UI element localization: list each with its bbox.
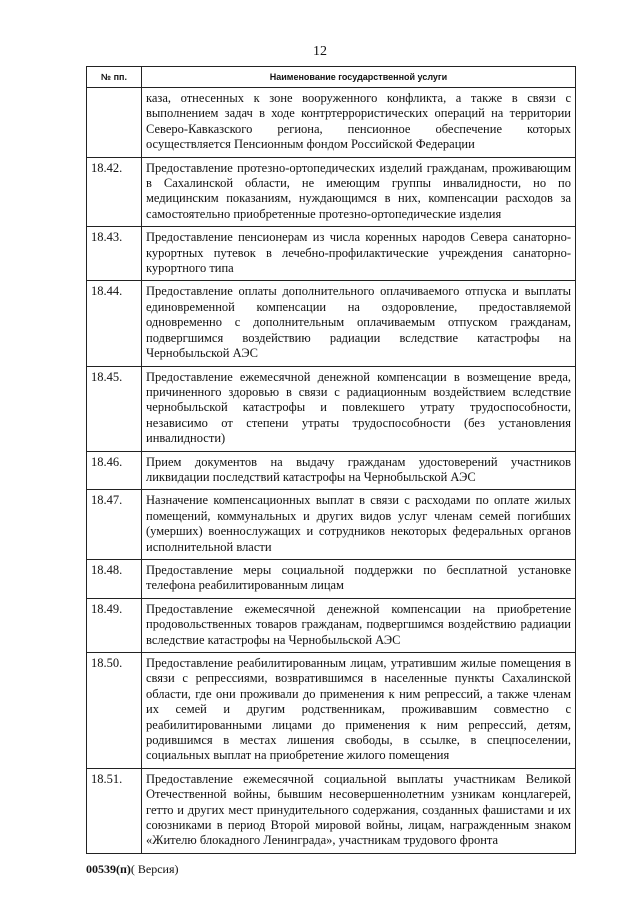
document-code: 00539(п) [86,862,131,876]
row-num [87,88,142,158]
row-text: Предоставление меры социальной поддержки по бесплатной установке телефона реабилитированным лицам [142,559,576,598]
table-header-row [87,67,576,88]
row-num: 18.44. [87,281,142,366]
row-num: 18.51. [87,768,142,853]
row-text: Назначение компенсационных выплат в связи с расходами по оплате жилых помещений, коммунальных и других видов услуг членам семей погибших (умерших) военнослужащих и сотрудников некоторых федеральных органов исполнительной власти [142,490,576,560]
row-num: 18.45. [87,366,142,451]
page-number: 12 [313,44,327,59]
row-num: 18.47. [87,490,142,560]
table-row [87,559,576,598]
table-row [87,653,576,769]
row-text: Предоставление протезно-ортопедических изделий гражданам, проживающим в Сахалинской области, не имеющим группы инвалидности, но по медицинским показаниям, нуждающимся в них, компенсации расходов за самостоятельно приобретенные протезно-ортопедические изделия [142,157,576,227]
row-text: Прием документов на выдачу гражданам удостоверений участников ликвидации последствий катастрофы на Чернобыльской АЭС [142,451,576,490]
row-num: 18.49. [87,598,142,652]
row-num: 18.42. [87,157,142,227]
table-row [87,768,576,853]
row-text: каза, отнесенных к зоне вооруженного конфликта, а также в связи с выполнением задач в ходе контртеррористических операций на территории Северо-Кавказского региона, пенсионное обеспечение которых осуществляется Пенсионным фондом Российской Федерации [142,88,576,158]
table-row [87,598,576,652]
table-row [87,157,576,227]
document-footer [86,862,179,877]
table-row [87,88,576,158]
row-text: Предоставление реабилитированным лицам, утратившим жилые помещения в связи с репрессиями, возвратившимся в населенные пункты Сахалинской области, где они проживали до применения к ним репрессий, а также членам их семей и другим родственникам, проживавшим совместно с реабилитированными лицами до применения к ним репрессий, детям, родившимся в местах лишения свободы, в ссылке, в спецпоселении, социальных выплат на приобретение жилого помещения [142,653,576,769]
row-num: 18.48. [87,559,142,598]
header-name: Наименование государственной услуги [142,67,576,88]
row-text: Предоставление ежемесячной денежной компенсации на приобретение продовольственных товаров гражданам, подвергшимся воздействию радиации вследствие катастрофы на Чернобыльской АЭС [142,598,576,652]
row-text: Предоставление ежемесячной денежной компенсации в возмещение вреда, причиненного здоровью в связи с радиационным воздействием вследствие чернобыльской катастрофы и повлекшего утрату трудоспособности, независимо от степени утраты трудоспособности (без установления инвалидности) [142,366,576,451]
table-row [87,451,576,490]
row-text: Предоставление оплаты дополнительного оплачиваемого отпуска и выплаты единовременной компенсации на оздоровление, предоставляемой одновременно с дополнительным оплачиваемым отпуском гражданам, подвергшимся воздействию радиации вследствие катастрофы на Чернобыльской АЭС [142,281,576,366]
row-num: 18.43. [87,227,142,281]
table-row [87,490,576,560]
row-num: 18.46. [87,451,142,490]
header-num: № пп. [87,67,142,88]
table-row [87,366,576,451]
services-table [86,66,576,854]
row-text: Предоставление ежемесячной социальной выплаты участникам Великой Отечественной войны, бывшим несовершеннолетним узникам концлагерей, гетто и других мест принудительного содержания, созданных фашистами и их союзниками в период Второй мировой войны, лицам, награжденным знаком «Жителю блокадного Ленинграда», участникам трудового фронта [142,768,576,853]
document-version: ( Версия) [130,862,179,876]
table-row [87,227,576,281]
row-text: Предоставление пенсионерам из числа коренных народов Севера санаторно-курортных путевок в лечебно-профилактические учреждения санаторно-курортного типа [142,227,576,281]
row-num: 18.50. [87,653,142,769]
table-row [87,281,576,366]
